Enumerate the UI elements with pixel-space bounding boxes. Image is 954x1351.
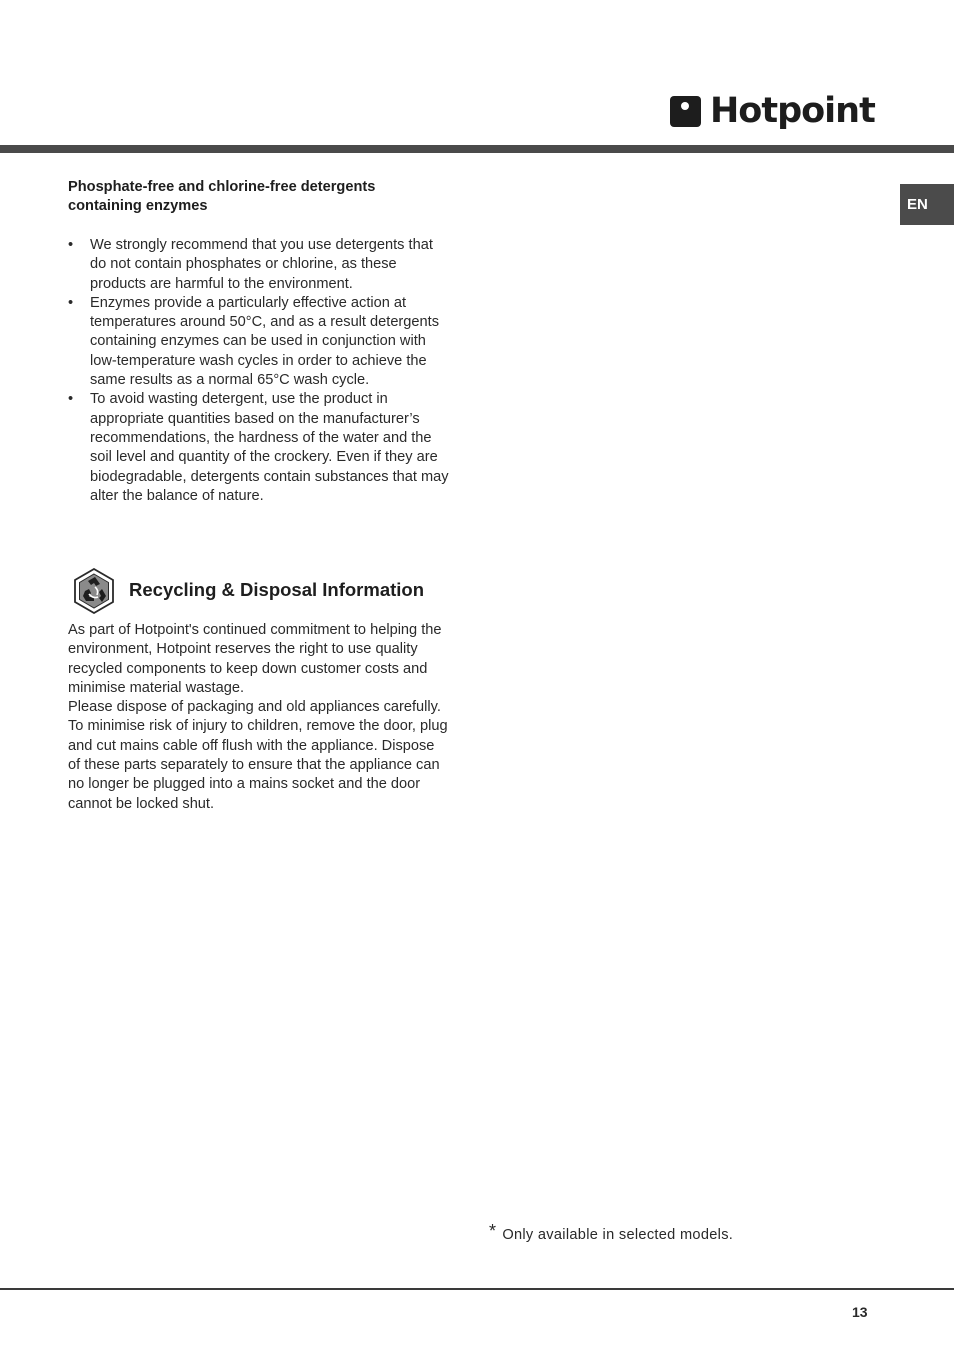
list-item: • Enzymes provide a particularly effective action at temperatures around 50°C, and as a result detergents containing enzymes can be used in conjunction with low-temperature wash cycles in order to achieve the same results as a normal 65°C wash cycle. (68, 294, 450, 390)
recycling-paragraph: Please dispose of packaging and old appliances carefully. (68, 699, 441, 716)
recycling-paragraph: As part of Hotpoint's continued commitment to helping the environment, Hotpoint reserves the right to use quality recycled components to keep down customer costs and minimise material wastage. (68, 622, 442, 696)
footer-rule (0, 1288, 954, 1290)
header-rule (0, 145, 954, 153)
phosphate-bullet-list (68, 236, 450, 506)
hotpoint-logo-icon (670, 96, 701, 127)
recycling-section-title: Recycling & Disposal Information (129, 579, 425, 600)
phosphate-section-title: Phosphate-free and chlorine-free detergents containing enzymes (68, 179, 376, 215)
list-item: • To avoid wasting detergent, use the product in appropriate quantities based on the manufacturer’s recommendations, the hardness of the water and the soil level and quantity of the crockery. Even if they are biodegradable, detergents contain substances that may alter the balance of nature. (68, 390, 450, 506)
recycling-section-body (68, 621, 448, 814)
language-tab: EN (900, 184, 954, 225)
hotpoint-logo (670, 88, 875, 134)
footnote-text: Only available in selected models. (502, 1227, 734, 1243)
brand-name: Hotpoint (710, 91, 875, 131)
recycle-icon (71, 568, 117, 614)
footnote-mark: * (489, 1221, 497, 1241)
page-number: 13 (852, 1304, 868, 1320)
list-item: • We strongly recommend that you use detergents that do not contain phosphates or chlorine, as these products are harmful to the environment. (68, 236, 450, 294)
footnote (489, 1221, 733, 1243)
recycling-paragraph: To minimise risk of injury to children, remove the door, plug and cut mains cable off flush with the appliance. Dispose of these parts separately to ensure that the appliance can no longer be plugged into a mains socket and the door cannot be locked shut. (68, 718, 448, 812)
